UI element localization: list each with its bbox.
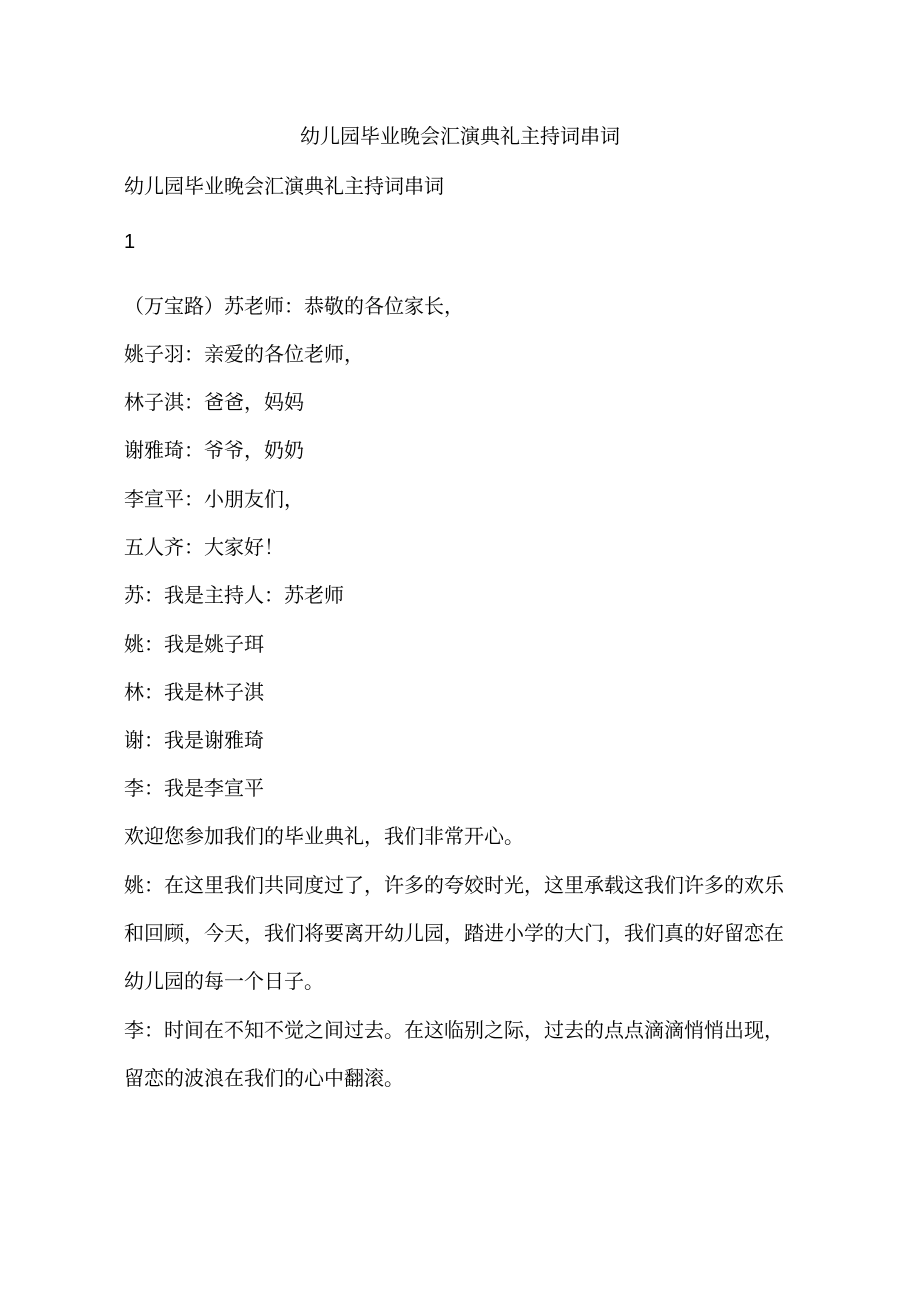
script-line: 李：我是李宣平 <box>124 776 264 800</box>
section-number: 1 <box>124 231 136 253</box>
document-subtitle: 幼儿园毕业晚会汇演典礼主持词串词 <box>124 174 444 198</box>
script-line: 姚：我是姚子珥 <box>124 632 264 656</box>
script-line: 五人齐：大家好！ <box>124 535 284 559</box>
script-line: （万宝路）苏老师：恭敬的各位家长， <box>124 294 464 318</box>
script-line: 谢雅琦：爷爷，奶奶 <box>124 438 304 462</box>
script-line: 李：时间在不知不觉之间过去。在这临别之际，过去的点点滴滴悄悄出现， <box>124 1018 784 1042</box>
script-line: 李宣平：小朋友们， <box>124 487 304 511</box>
script-line: 姚子羽：亲爱的各位老师， <box>124 342 364 366</box>
script-line: 和回顾，今天，我们将要离开幼儿园，踏进小学的大门，我们真的好留恋在 <box>124 921 784 945</box>
script-line: 苏：我是主持人：苏老师 <box>124 583 344 607</box>
script-line: 欢迎您参加我们的毕业典礼，我们非常开心。 <box>124 824 524 848</box>
script-line: 幼儿园的每一个日子。 <box>124 969 324 993</box>
script-line: 林：我是林子淇 <box>124 680 264 704</box>
script-line: 留恋的波浪在我们的心中翻滚。 <box>124 1066 404 1090</box>
script-line: 姚：在这里我们共同度过了，许多的夸姣时光，这里承载这我们许多的欢乐 <box>124 873 784 897</box>
script-line: 林子淇：爸爸，妈妈 <box>124 390 304 414</box>
document-title: 幼儿园毕业晚会汇演典礼主持词串词 <box>300 124 620 148</box>
script-line: 谢：我是谢雅琦 <box>124 728 264 752</box>
